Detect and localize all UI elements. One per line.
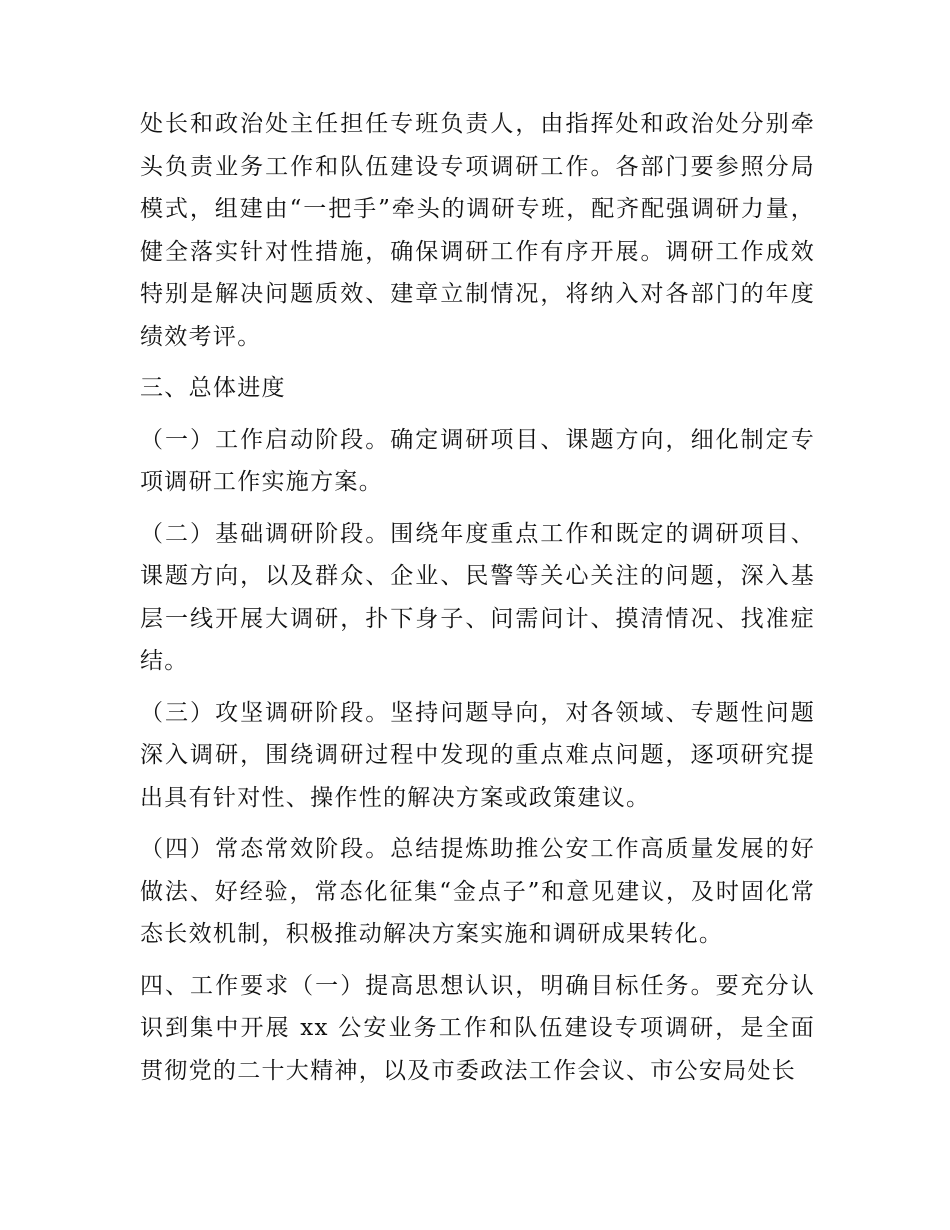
paragraph-team-leaders: 处长和政治处主任担任专班负责人，由指挥处和政治处分别牵头负责业务工作和队伍建设专项调研工作。各部门要参照分局模式，组建由“一把手”牵头的调研专班，配齐配强调研力量，健全落实针对性措施，确保调研工作有序开展。调研工作成效特别是解决问题质效、建章立制情况，将纳入对各部门的年度绩效考评。 bbox=[140, 111, 815, 350]
paragraph-stage-normalization: （四）常态常效阶段。总结提炼助推公安工作高质量发展的好做法、好经验，常态化征集“金点子”和意见建议，及时固化常态长效机制，积极推动解决方案实施和调研成果转化。 bbox=[140, 836, 815, 947]
paragraph-stage-launch: （一）工作启动阶段。确定调研项目、课题方向，细化制定专项调研工作实施方案。 bbox=[140, 426, 815, 495]
paragraph-work-requirements: 四、工作要求（一）提高思想认识，明确目标任务。要充分认识到集中开展 xx 公安业务工作和队伍建设专项调研，是全面贯彻党的二十大精神，以及市委政法工作会议、市公安局处长 bbox=[140, 972, 815, 1084]
document-body bbox=[140, 103, 815, 1101]
heading-overall-progress: 三、总体进度 bbox=[140, 375, 286, 401]
paragraph-stage-basic-research: （二）基础调研阶段。围绕年度重点工作和既定的调研项目、课题方向，以及群众、企业、民警等关心关注的问题，深入基层一线开展大调研，扑下身子、问需问计、摸清情况、找准症结。 bbox=[140, 520, 815, 674]
paragraph-stage-tackling-research: （三）攻坚调研阶段。坚持问题导向，对各领域、专题性问题深入调研，围绕调研过程中发现的重点难点问题，逐项研究提出具有针对性、操作性的解决方案或政策建议。 bbox=[140, 699, 815, 811]
